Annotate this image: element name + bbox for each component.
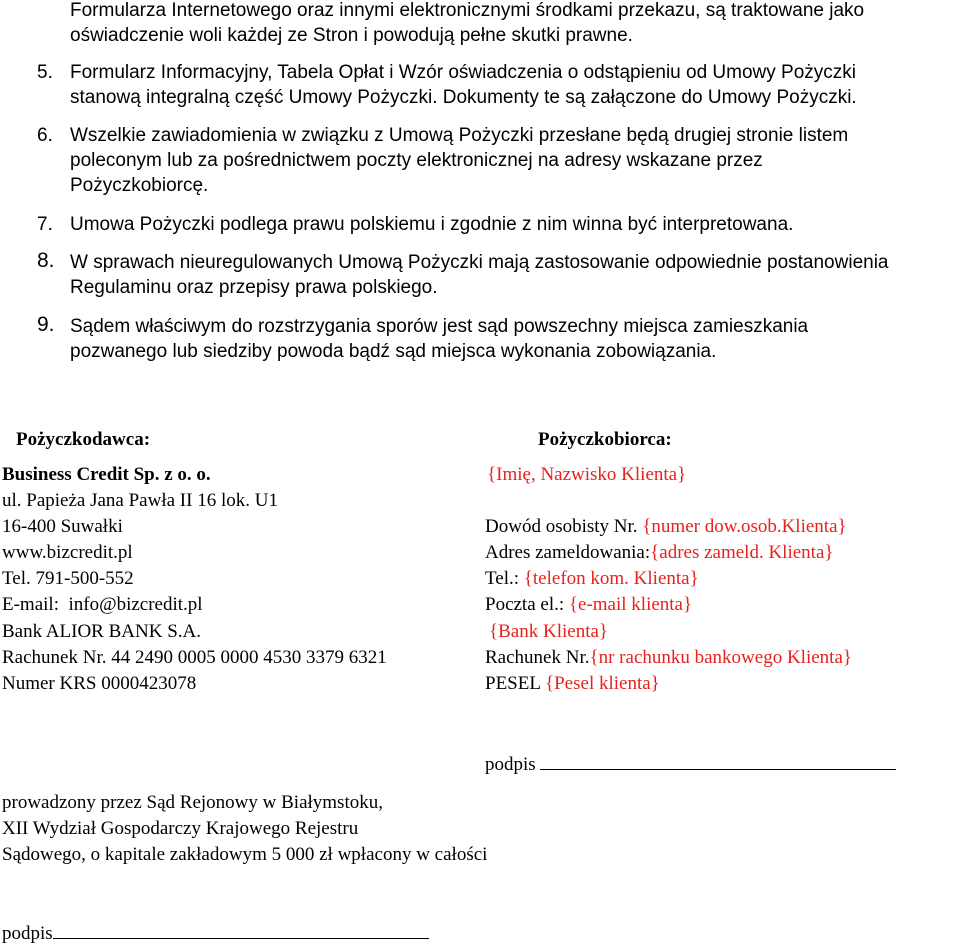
borrower-email-label: Poczta el.: xyxy=(485,594,565,615)
borrower-pesel-label: PESEL xyxy=(485,673,541,694)
clause-8-number: 8. xyxy=(37,249,55,272)
borrower-signature-row xyxy=(485,754,896,776)
lender-company-name: Business Credit Sp. z o. o. xyxy=(2,464,211,485)
borrower-name-placeholder: {Imię, Nazwisko Klienta} xyxy=(487,464,687,485)
borrower-pesel-row xyxy=(485,673,660,695)
borrower-phone-label: Tel.: xyxy=(485,568,520,589)
clause-7-number: 7. xyxy=(37,214,53,235)
borrower-address-value: {adres zameld. Klienta} xyxy=(650,542,834,563)
clause-6-line-3: Pożyczkobiorcę. xyxy=(70,175,209,196)
borrower-address-label: Adres zameldowania: xyxy=(485,542,651,563)
clause-6-line-2: poleconym lub za pośrednictwem poczty elektronicznej na adresy wskazane przez xyxy=(70,150,763,171)
lender-signature-row xyxy=(2,923,429,945)
lender-website: www.bizcredit.pl xyxy=(2,542,133,563)
clause-6-line-1: Wszelkie zawiadomienia w związku z Umową Pożyczki przesłane będą drugiej stronie listem xyxy=(70,125,849,146)
clause-5-line-2: stanową integralną część Umowy Pożyczki. Dokumenty te są załączone do Umowy Pożyczki. xyxy=(70,87,857,108)
clause-9-line-1: Sądem właściwym do rozstrzygania sporów jest sąd powszechny miejsca zamieszkania xyxy=(70,316,809,337)
borrower-account-value: {nr rachunku bankowego Klienta} xyxy=(589,647,853,668)
borrower-signature-line xyxy=(540,768,896,770)
clause-7-line-1: Umowa Pożyczki podlega prawu polskiemu i zgodnie z nim winna być interpretowana. xyxy=(70,214,794,235)
borrower-heading: Pożyczkobiorca: xyxy=(538,429,672,450)
borrower-email-row xyxy=(485,594,692,616)
lender-phone: Tel. 791-500-552 xyxy=(2,568,134,589)
lender-krs: Numer KRS 0000423078 xyxy=(2,673,197,694)
borrower-phone-row xyxy=(485,568,699,590)
clause-8-line-2: Regulaminu oraz przepisy prawa polskiego. xyxy=(70,277,438,298)
borrower-id-value: {numer dow.osob.Klienta} xyxy=(642,516,847,537)
lender-bank: Bank ALIOR BANK S.A. xyxy=(2,621,201,642)
clause-9-line-2: pozwanego lub siedziby powoda bądź sąd miejsca wykonania zobowiązania. xyxy=(70,341,717,362)
clause-6-number: 6. xyxy=(37,125,53,146)
lender-street: ul. Papieża Jana Pawła II 16 lok. U1 xyxy=(2,490,278,511)
clause-5-number: 5. xyxy=(37,62,53,83)
borrower-id-label: Dowód osobisty Nr. xyxy=(485,516,638,537)
borrower-phone-value: {telefon kom. Klienta} xyxy=(523,568,699,589)
clause-intro-line-1: Formularza Internetowego oraz innymi elektronicznymi środkami przekazu, są traktowane jako xyxy=(70,0,865,21)
registry-line-2: XII Wydział Gospodarczy Krajowego Rejestru xyxy=(2,818,359,839)
borrower-address-row xyxy=(485,542,834,564)
borrower-bank-value: {Bank Klienta} xyxy=(489,621,609,642)
lender-signature-label: podpis xyxy=(2,923,53,944)
lender-signature-line xyxy=(53,937,429,939)
clause-8-line-1: W sprawach nieuregulowanych Umową Pożyczki mają zastosowanie odpowiednie postanowienia xyxy=(70,252,889,273)
lender-city: 16-400 Suwałki xyxy=(2,516,123,537)
borrower-account-row xyxy=(485,647,852,669)
lender-email-row xyxy=(2,594,203,616)
borrower-pesel-value: {Pesel klienta} xyxy=(545,673,660,694)
borrower-email-value: {e-mail klienta} xyxy=(568,594,693,615)
registry-line-1: prowadzony przez Sąd Rejonowy w Białymstoku, xyxy=(2,792,383,813)
borrower-id-row xyxy=(485,516,847,538)
lender-heading: Pożyczkodawca: xyxy=(16,429,151,450)
clause-9-number: 9. xyxy=(37,313,55,336)
clause-5-line-1: Formularz Informacyjny, Tabela Opłat i Wzór oświadczenia o odstąpieniu od Umowy Pożyczki xyxy=(70,62,857,83)
lender-email-label: E-mail: xyxy=(2,594,59,615)
registry-line-3: Sądowego, o kapitale zakładowym 5 000 zł wpłacony w całości xyxy=(2,844,488,865)
lender-email: info@bizcredit.pl xyxy=(68,594,203,615)
borrower-account-label: Rachunek Nr. xyxy=(485,647,590,668)
borrower-signature-label: podpis xyxy=(485,754,536,775)
clause-intro-line-2: oświadczenie woli każdej ze Stron i powodują pełne skutki prawne. xyxy=(70,25,633,46)
lender-account: Rachunek Nr. 44 2490 0005 0000 4530 3379 6321 xyxy=(2,647,387,668)
